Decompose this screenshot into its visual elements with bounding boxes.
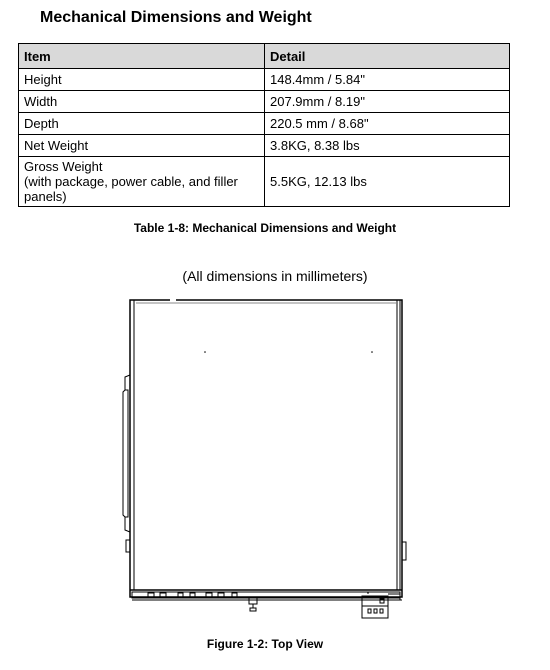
page-title: Mechanical Dimensions and Weight [40,9,312,26]
dimensions-table [18,43,510,207]
table-row [19,69,510,91]
top-view-drawing [118,290,418,625]
dimensions-note: (All dimensions in millimeters) [182,268,368,284]
item-cell: Height [19,69,265,91]
detail-cell: 148.4mm / 5.84" [265,69,510,91]
table-row [19,91,510,113]
table-row [19,157,510,207]
figure-caption: Figure 1-2: Top View [206,637,324,651]
detail-cell: 207.9mm / 8.19" [265,91,510,113]
mark-dot [371,351,373,353]
item-cell: Depth [19,113,265,135]
detail-cell: 5.5KG, 12.13 lbs [265,157,510,207]
column-header-detail: Detail [265,44,510,69]
front-connector [249,598,257,604]
mark-dot [204,351,206,353]
item-cell: Width [19,91,265,113]
table-row [19,135,510,157]
table-row [19,113,510,135]
left-bracket [123,375,130,532]
chassis-outline [130,300,402,597]
detail-cell: 3.8KG, 8.38 lbs [265,135,510,157]
column-header-item: Item [19,44,265,69]
table-caption: Table 1-8: Mechanical Dimensions and Weight [133,221,397,235]
mark-dot [367,592,369,594]
table-header-row [19,44,510,69]
item-cell: Net Weight [19,135,265,157]
detail-cell: 220.5 mm / 8.68" [265,113,510,135]
item-cell: Gross Weight (with package, power cable, and filler panels) [19,157,265,207]
